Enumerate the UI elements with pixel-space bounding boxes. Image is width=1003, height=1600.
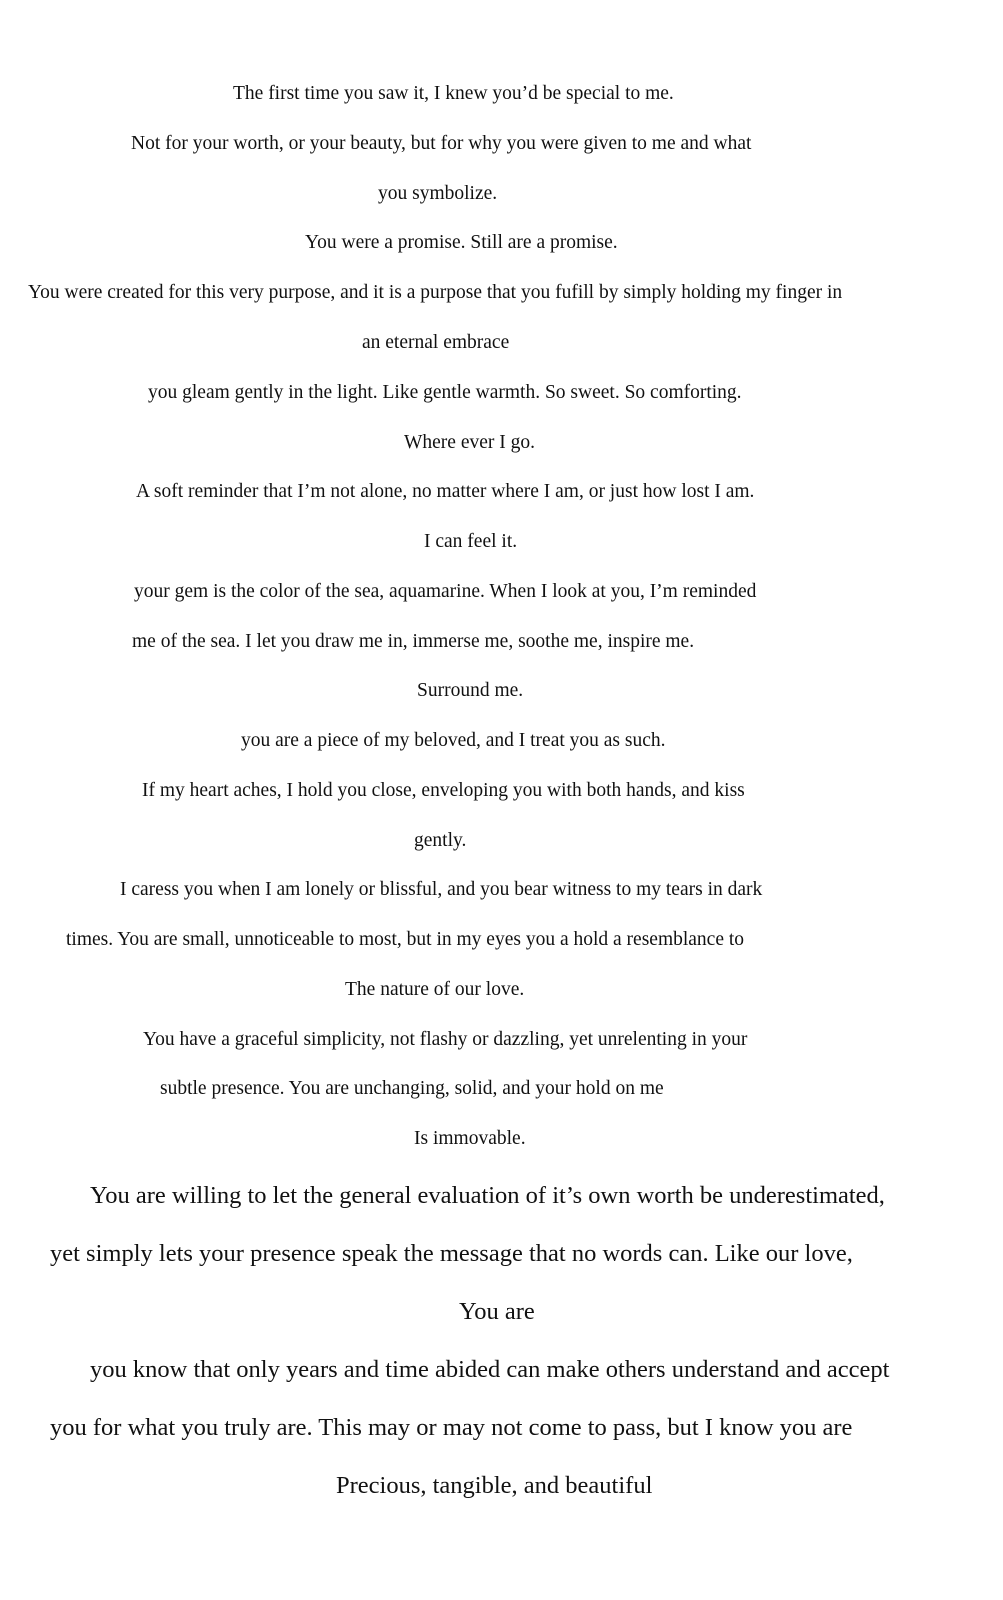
- text-line: you symbolize.: [378, 183, 498, 204]
- text-line-large: you know that only years and time abided can make others understand and accept: [90, 1356, 890, 1383]
- text-line: Not for your worth, or your beauty, but for why you were given to me and what: [131, 133, 752, 154]
- text-line-large: you for what you truly are. This may or may not come to pass, but I know you are: [50, 1414, 853, 1441]
- text-line: You were a promise. Still are a promise.: [305, 232, 618, 253]
- text-line-large: You are willing to let the general evaluation of it’s own worth be underestimated,: [90, 1182, 885, 1209]
- text-line: You were created for this very purpose, and it is a purpose that you fufill by simply holding my finger in: [28, 282, 843, 303]
- text-line: times. You are small, unnoticeable to most, but in my eyes you a hold a resemblance to: [66, 929, 745, 950]
- text-line: subtle presence. You are unchanging, solid, and your hold on me: [160, 1078, 664, 1099]
- text-line-large: You are: [459, 1298, 535, 1325]
- text-line-large: Precious, tangible, and beautiful: [336, 1472, 653, 1499]
- text-line: you are a piece of my beloved, and I treat you as such.: [241, 730, 666, 751]
- text-line: Where ever I go.: [404, 432, 536, 453]
- text-line: gently.: [414, 830, 467, 851]
- text-line: I can feel it.: [424, 531, 518, 552]
- text-line: you gleam gently in the light. Like gentle warmth. So sweet. So comforting.: [148, 382, 742, 403]
- text-line: You have a graceful simplicity, not flashy or dazzling, yet unrelenting in your: [143, 1029, 748, 1050]
- text-line: A soft reminder that I’m not alone, no matter where I am, or just how lost I am.: [136, 481, 755, 502]
- text-line: If my heart aches, I hold you close, enveloping you with both hands, and kiss: [142, 780, 745, 801]
- text-line: The first time you saw it, I knew you’d be special to me.: [233, 83, 674, 104]
- text-line: The nature of our love.: [345, 979, 525, 1000]
- text-line: an eternal embrace: [362, 332, 510, 353]
- text-line: Surround me.: [417, 680, 524, 701]
- text-line-large: yet simply lets your presence speak the message that no words can. Like our love,: [50, 1240, 853, 1267]
- text-line: I caress you when I am lonely or blissful, and you bear witness to my tears in dark: [120, 879, 763, 900]
- text-line: me of the sea. I let you draw me in, immerse me, soothe me, inspire me.: [132, 631, 695, 652]
- text-line: your gem is the color of the sea, aquamarine. When I look at you, I’m reminded: [134, 581, 757, 602]
- text-line: Is immovable.: [414, 1128, 526, 1149]
